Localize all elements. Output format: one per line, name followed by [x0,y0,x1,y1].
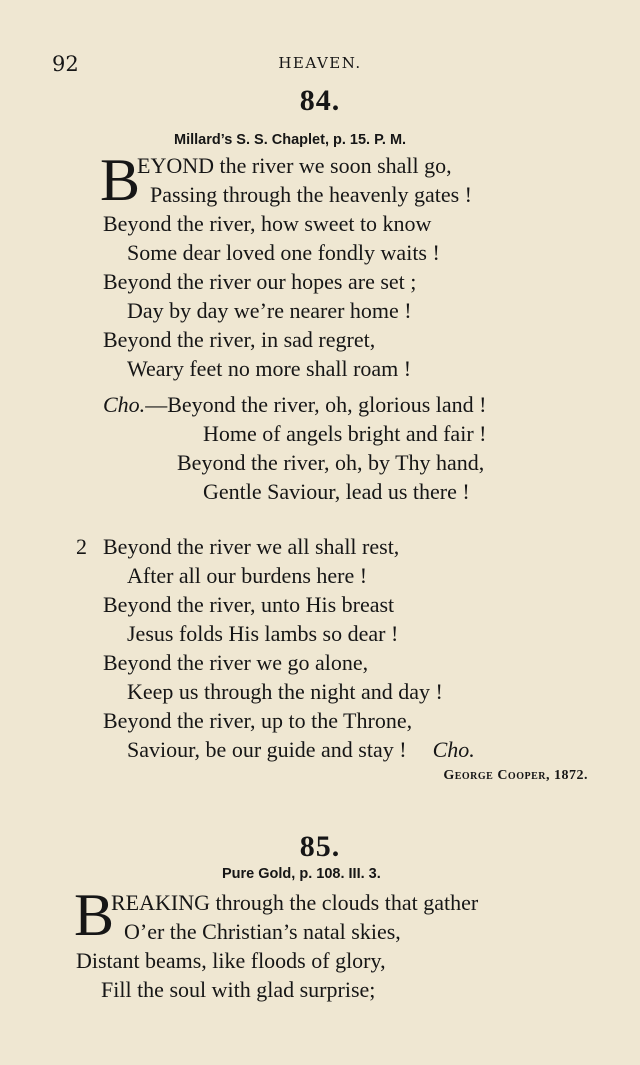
hymn-84-chorus-line-3: Beyond the river, oh, by Thy hand, [177,450,485,475]
hymn-84-line-6: Day by day we’re nearer home ! [127,298,412,323]
hymn-85-line-4: Fill the soul with glad surprise; [101,977,376,1002]
chorus-label: Cho. [103,392,146,417]
stanza-2-line-5: Beyond the river we go alone, [103,650,369,675]
hymn-84-line-7: Beyond the river, in sad regret, [103,327,376,352]
hymn-84-chorus-line-1: Cho.—Beyond the river, oh, glorious land ! [103,392,487,417]
hymn-84-line-3: Beyond the river, how sweet to know [103,211,432,236]
stanza-2-line-1: Beyond the river we all shall rest, [103,534,400,559]
stanza-2-line-4: Jesus folds His lambs so dear ! [127,621,399,646]
author-name: George Cooper [443,768,546,783]
hymn-85-line-2: O’er the Christian’s natal skies, [124,919,401,944]
hymn-84-source: Millard’s S. S. Chaplet, p. 15. P. M. [174,132,407,148]
hymn-84-chorus-line-4: Gentle Saviour, lead us there ! [203,479,470,504]
stanza-2-chorus-ref: Cho. [432,737,475,762]
hymn-84-line-8: Weary feet no more shall roam ! [127,356,412,381]
stanza-2-line-6: Keep us through the night and day ! [127,679,443,704]
hymn-85-number: 85. [299,830,341,863]
hymn-84-line-1: EYOND the river we soon shall go, [137,153,452,178]
hymn-84-chorus-line-2: Home of angels bright and fair ! [203,421,487,446]
hymn-84-line-5: Beyond the river our hopes are set ; [103,269,417,294]
hymn-84-number: 84. [299,84,341,117]
stanza-2-number: 2 [76,534,87,559]
hymn-85-line-3: Distant beams, like floods of glory, [76,948,386,973]
stanza-2-line-2: After all our burdens here ! [127,563,368,588]
hymn-84-attribution [443,768,588,784]
running-title: HEAVEN. [278,54,362,72]
stanza-2-line-8: Saviour, be our guide and stay ! Cho. [127,737,475,762]
hymn-85-line-1: REAKING through the clouds that gather [111,890,479,915]
hymn-84-line-2: Passing through the heavenly gates ! [150,182,472,207]
hymn-85-drop-cap: B [74,882,115,948]
hymn-85-source: Pure Gold, p. 108. III. 3. [222,866,381,882]
stanza-2-line-3: Beyond the river, unto His breast [103,592,395,617]
page-number: 92 [52,52,79,76]
hymn-84-line-4: Some dear loved one fondly waits ! [127,240,440,265]
stanza-2-line-7: Beyond the river, up to the Throne, [103,708,413,733]
hymn-84-drop-cap: B [100,147,141,213]
author-year: , 1872. [546,768,588,783]
